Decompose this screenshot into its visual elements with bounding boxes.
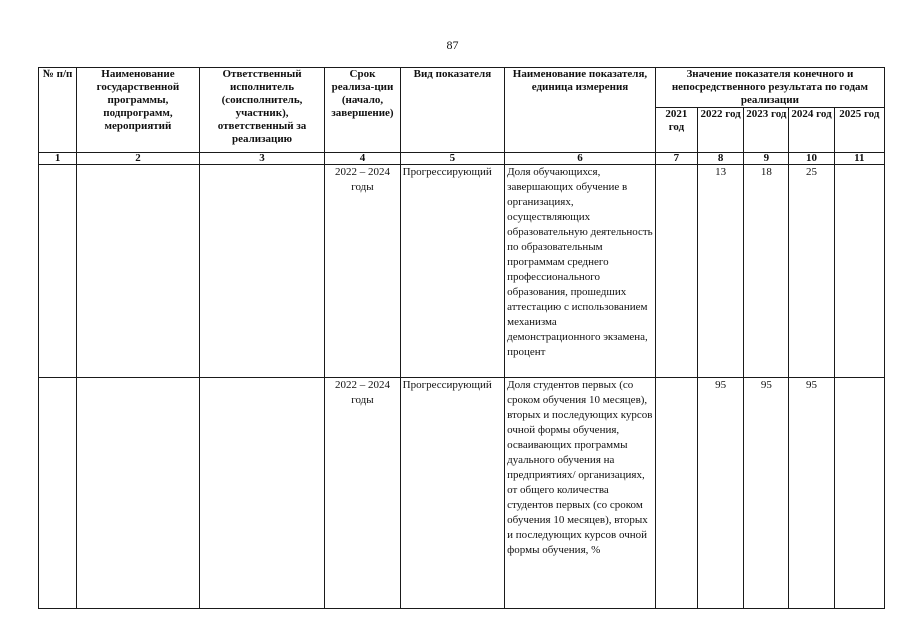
- header-values-group: Значение показателя конечного и непосредственного результата по годам реализации: [655, 68, 884, 108]
- column-number: 11: [834, 153, 884, 165]
- column-number: 8: [698, 153, 744, 165]
- indicators-table: [38, 67, 885, 609]
- cell-program: [77, 378, 200, 609]
- header-year-2022: 2022 год: [698, 108, 744, 153]
- column-number: 7: [655, 153, 697, 165]
- cell-value-2025: [834, 165, 884, 378]
- column-number: 4: [325, 153, 400, 165]
- cell-value-2021: [655, 378, 697, 609]
- header-year-2021: 2021 год: [655, 108, 697, 153]
- cell-period: 2022 – 2024 годы: [325, 378, 400, 609]
- column-number: 1: [39, 153, 77, 165]
- header-executor: Ответственный исполнитель (соисполнитель, участник), ответственный за реализацию: [199, 68, 325, 153]
- cell-value-2025: [834, 378, 884, 609]
- cell-value-2023: 18: [744, 165, 789, 378]
- cell-value-2022: 95: [698, 378, 744, 609]
- column-number: 5: [400, 153, 504, 165]
- column-number: 10: [789, 153, 834, 165]
- cell-value-2024: 95: [789, 378, 834, 609]
- cell-value-2024: 25: [789, 165, 834, 378]
- cell-indicator-type: Прогрессирующий: [400, 378, 504, 609]
- header-year-2024: 2024 год: [789, 108, 834, 153]
- column-number: 2: [77, 153, 200, 165]
- cell-indicator-name: Доля обучающихся, завершающих обучение в организациях, осуществляющих образовательную деятельность по образовательным программам среднего профессионального образования, прошедших аттестацию с использованием механизма демонстрационного экзамена, процент: [505, 165, 656, 378]
- header-indicator-name: Наименование показателя, единица измерения: [505, 68, 656, 153]
- cell-indicator-name: Доля студентов первых (со сроком обучения 10 месяцев), вторых и последующих курсов очной формы обучения, осваивающих программы дуального обучения на предприятиях/ организациях, от общего количества студентов первых (со сроком обучения 10 месяцев), вторых и последующих курсов очной формы обучения, %: [505, 378, 656, 609]
- header-indicator-type: Вид показателя: [400, 68, 504, 153]
- table-row: [39, 378, 885, 609]
- cell-indicator-type: Прогрессирующий: [400, 165, 504, 378]
- page-number: 87: [446, 38, 459, 52]
- column-number: 9: [744, 153, 789, 165]
- cell-period: 2022 – 2024 годы: [325, 165, 400, 378]
- header-year-2023: 2023 год: [744, 108, 789, 153]
- header-period: Срок реализа-ции (начало, завершение): [325, 68, 400, 153]
- header-program: Наименование государственной программы, подпрограмм, мероприятий: [77, 68, 200, 153]
- cell-value-2022: 13: [698, 165, 744, 378]
- header-number: № п/п: [39, 68, 77, 153]
- cell-executor: [199, 165, 325, 378]
- cell-number: [39, 165, 77, 378]
- cell-program: [77, 165, 200, 378]
- column-number: 3: [199, 153, 325, 165]
- table-header: [39, 68, 885, 165]
- header-year-2025: 2025 год: [834, 108, 884, 153]
- cell-executor: [199, 378, 325, 609]
- cell-value-2023: 95: [744, 378, 789, 609]
- cell-value-2021: [655, 165, 697, 378]
- cell-number: [39, 378, 77, 609]
- column-number: 6: [505, 153, 656, 165]
- column-number-row: [39, 153, 885, 165]
- table-row: [39, 165, 885, 378]
